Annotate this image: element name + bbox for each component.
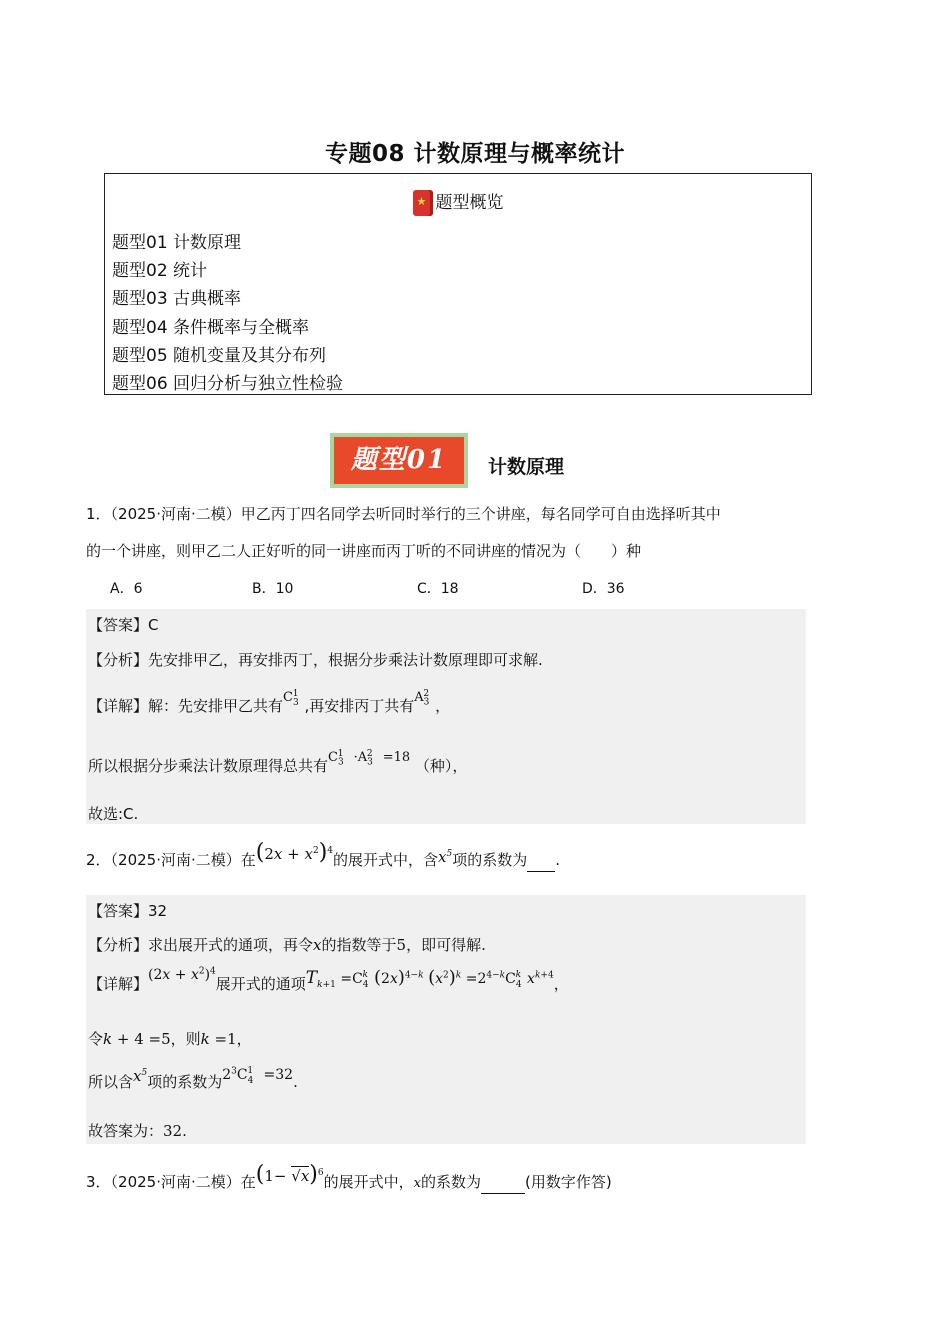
detail-text: 所以根据分步乘法计数原理得总共有	[88, 757, 329, 775]
formula-binomial: $(2x + x^2)^4$	[255, 840, 334, 865]
detail-line-2	[88, 748, 468, 778]
detail-text: （种），	[414, 757, 468, 775]
answer-line	[88, 614, 159, 635]
formula-x: x	[313, 936, 322, 954]
section-badge-text: 题型01	[334, 437, 464, 484]
detail-text: 展开式的通项	[215, 975, 306, 993]
detail-line-2	[88, 1028, 252, 1049]
question-text: （2025·河南·二模）在	[110, 851, 256, 869]
question-1-line1	[86, 503, 721, 525]
formula-x5: $x^5$	[438, 848, 453, 866]
detail-text: 解：先安排甲乙共有	[148, 697, 284, 715]
overview-item: 题型05 随机变量及其分布列	[112, 345, 327, 366]
detail-text: .	[182, 1122, 187, 1140]
section-title: 计数原理	[488, 456, 565, 478]
page-title: 专题08 计数原理与概率统计	[324, 141, 625, 167]
question-1-line2: 的一个讲座，则甲乙二人正好听的同一讲座而丙丁听的不同讲座的情况为（ ）种	[86, 542, 642, 560]
formula-c31: $C_3^1$	[283, 688, 299, 708]
overview-item: 题型01 计数原理	[112, 233, 242, 253]
detail-text: ，则	[170, 1030, 201, 1048]
detail-text: ，	[553, 975, 569, 993]
answer-box-1	[86, 609, 806, 824]
question-text: （2025·河南·二模）在	[110, 1173, 256, 1191]
formula-x5: $x^5$	[133, 1067, 148, 1085]
formula-k-eq: k + 4 =5	[103, 1030, 171, 1048]
section-badge	[330, 433, 468, 488]
detail-text: ,再安排丙丁共有	[304, 697, 415, 715]
detail-line-4	[88, 1120, 187, 1141]
analysis-line	[88, 934, 486, 955]
detail-text: .	[293, 1073, 298, 1091]
question-2	[86, 840, 561, 872]
question-3	[86, 1162, 612, 1195]
answer-blank	[527, 849, 555, 872]
overview-item: 题型06 回归分析与独立性检验	[112, 374, 344, 395]
detail-line-3	[88, 1066, 298, 1094]
overview-item: 题型03 古典概率	[112, 289, 242, 310]
detail-text: 令	[88, 1030, 104, 1048]
detail-text: ，	[435, 697, 451, 715]
analysis-line	[88, 649, 543, 670]
overview-heading-text: 题型概览	[435, 193, 504, 213]
formula-k1: k =1	[200, 1030, 237, 1048]
question-text: 的系数为	[420, 1173, 481, 1191]
overview-box	[104, 173, 812, 395]
question-number: 2．	[86, 851, 111, 869]
answer-box-2	[86, 895, 806, 1144]
formula-x: x	[413, 1176, 421, 1191]
answer-line	[88, 900, 167, 921]
overview-list	[112, 229, 343, 398]
detail-text: 所以含	[88, 1073, 134, 1091]
detail-text: 项的系数为	[147, 1073, 223, 1091]
question-text: 的展开式中，含	[333, 851, 439, 869]
answer-label: 【答案】	[88, 616, 149, 634]
overview-heading	[105, 188, 811, 216]
detail-text: ，	[236, 1030, 252, 1048]
formula-32: 32	[163, 1122, 183, 1140]
detail-label: 【详解】	[88, 697, 149, 715]
detail-text: 故答案为：	[88, 1122, 164, 1140]
book-icon	[413, 190, 433, 216]
option-d: D．36	[582, 581, 625, 597]
answer-blank	[481, 1171, 525, 1194]
analysis-text: 的指数等于	[321, 936, 397, 954]
analysis-text: ，即可得解.	[406, 936, 486, 954]
question-number: 3．	[86, 1173, 111, 1191]
analysis-text: 先安排甲乙，再安排丙丁，根据分步乘法计数原理即可求解.	[148, 651, 543, 669]
question-number: 1．	[86, 505, 111, 523]
option-a: A．6	[110, 581, 143, 597]
formula-a32: $A_3^2$	[414, 688, 430, 708]
formula-binomial: $(2x + x^2)^4$	[148, 966, 216, 983]
answer-value: 32	[148, 902, 168, 920]
analysis-label: 【分析】	[88, 936, 149, 954]
detail-line-1	[88, 966, 569, 996]
answer-value: C	[148, 616, 159, 634]
answer-label: 【答案】	[88, 902, 149, 920]
formula-coef: $2^3C_4^1 =32$	[222, 1066, 294, 1086]
detail-label: 【详解】	[88, 975, 149, 993]
question-text: （2025·河南·二模）甲乙丙丁四名同学去听同时举行的三个讲座，每名同学可自由选择听其中	[110, 505, 721, 523]
analysis-label: 【分析】	[88, 651, 149, 669]
question-text: (用数字作答)	[524, 1173, 612, 1191]
option-c: C．18	[417, 581, 459, 597]
formula-product: $C_3^1 \cdot A_3^2 =18$	[328, 748, 411, 768]
question-text: 的展开式中，	[323, 1173, 414, 1191]
overview-item: 题型02 统计	[112, 261, 208, 282]
overview-item: 题型04 条件概率与全概率	[112, 317, 310, 338]
formula-5: 5	[396, 936, 407, 954]
detail-line-3: 故选:C.	[88, 805, 139, 823]
formula-general-term: $T_{k+1} =C_4^k$ $(2x)^{4-k}$ $(x^2)^k =2^{4-k}C_4^k$ $x^{k+4}$	[305, 967, 554, 990]
formula-binomial-sqrt: $(1- √x)^6$	[255, 1162, 324, 1187]
question-text: 项的系数为	[452, 851, 528, 869]
question-text: .	[555, 851, 561, 869]
option-b: B．10	[252, 581, 294, 597]
analysis-text: 求出展开式的通项，再令	[148, 936, 314, 954]
detail-line-1	[88, 688, 451, 718]
